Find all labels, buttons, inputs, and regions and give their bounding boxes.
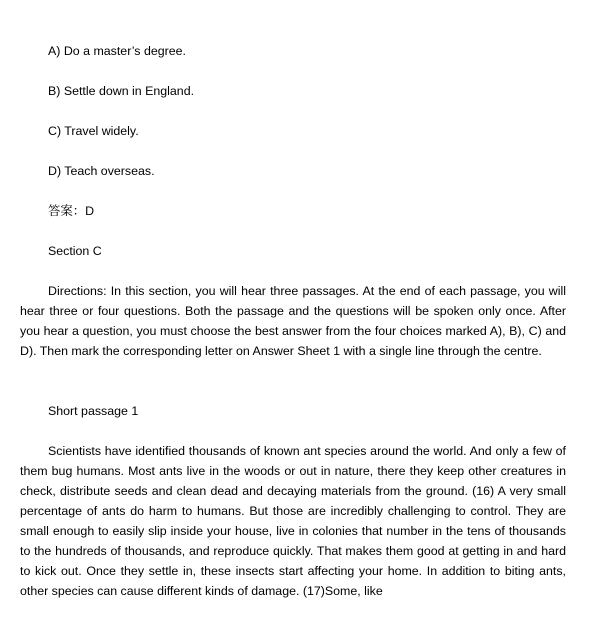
- passage-heading: Short passage 1: [48, 404, 139, 418]
- option-a: A) Do a master’s degree.: [48, 44, 186, 58]
- passage-paragraph: [20, 441, 566, 601]
- directions-paragraph: [20, 281, 566, 361]
- answer-line: 答案：D: [48, 204, 95, 218]
- directions-text: Directions: In this section, you will hear three passages. At the end of each passage, you will hear three or four questions. Both the passage and the questions will be spoken only once. After you hear a question, you must choose the best answer from the four choices marked A), B), C) and D). Then mark the corresponding letter on Answer Sheet 1 with a single line through the centre.: [20, 284, 566, 358]
- option-c: C) Travel widely.: [48, 124, 139, 138]
- option-b: B) Settle down in England.: [48, 84, 195, 98]
- section-heading: Section C: [48, 244, 102, 258]
- passage-text: Scientists have identified thousands of known ant species around the world. And only a few of them bug humans. Most ants live in the woods or out in nature, there they keep other creatures in check, distribute seeds and clean dead and decaying materials from the ground. (16) A very small percentage of ants do harm to humans. But those are incredibly challenging to control. They are small enough to easily slip inside your house, live in colonies that number in the tens of thousands to the hundreds of thousands, and reproduce quickly. That makes them good at getting in and hard to kick out. Once they settle in, these insects start affecting your home. In addition to biting ants, other species can cause different kinds of damage. (17)Some, like: [20, 444, 566, 598]
- option-d: D) Teach overseas.: [48, 164, 155, 178]
